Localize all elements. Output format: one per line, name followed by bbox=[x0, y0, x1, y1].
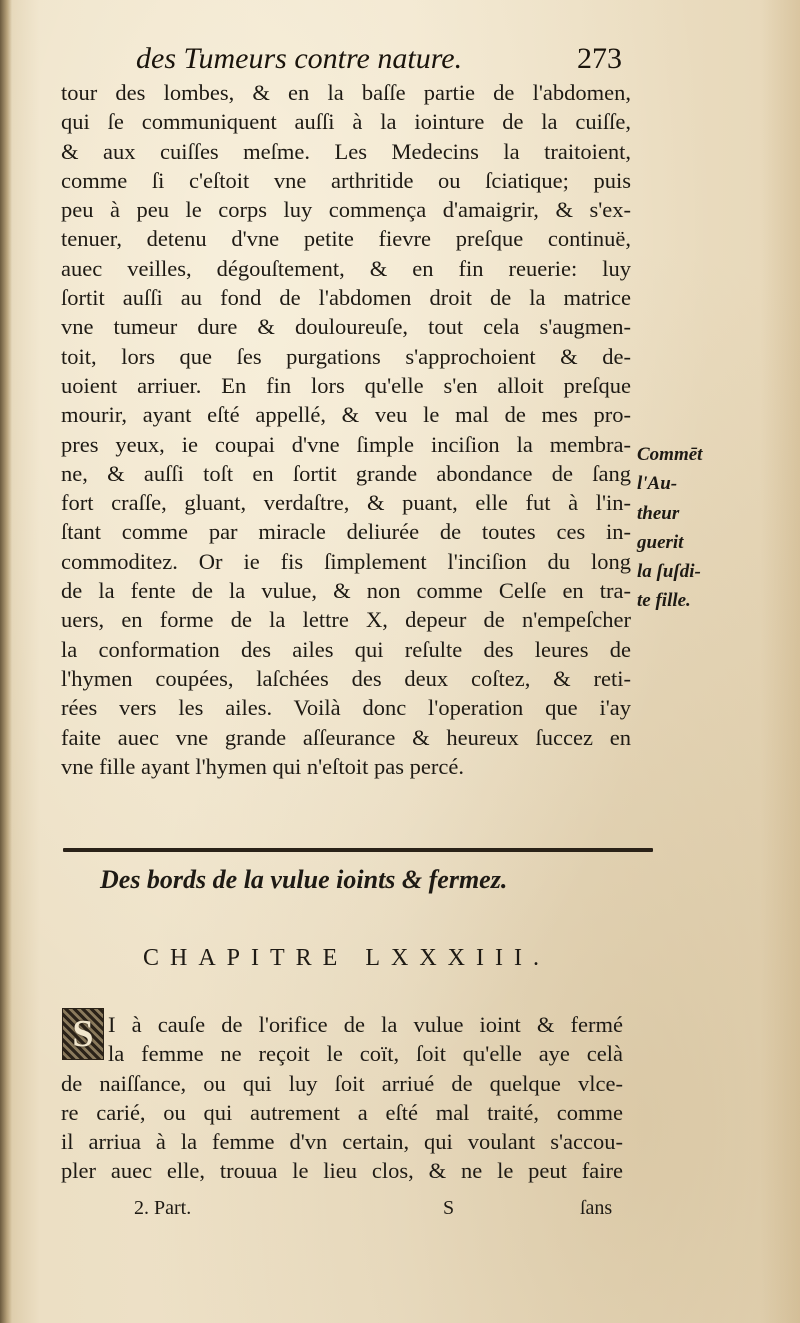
text-line: il arriua à la femme d'vn certain, qui voulant s'accou- bbox=[61, 1129, 623, 1155]
margin-note-line: Commēt bbox=[637, 444, 703, 465]
text-line: mourir, ayant eſté appellé, & veu le mal de mes pro- bbox=[61, 402, 631, 428]
section-divider bbox=[63, 848, 653, 852]
text-line: & aux cuiſſes meſme. Les Medecins la traitoient, bbox=[61, 138, 631, 164]
text-line: de naiſſance, ou qui luy ſoit arriué de quelque vlce- bbox=[61, 1070, 623, 1096]
section-title: Des bords de la vulue ioints & fermez. bbox=[100, 865, 508, 894]
text-line: tour des lombes, & en la baſſe partie de l'abdomen, bbox=[61, 80, 631, 105]
page-number: 273 bbox=[577, 42, 622, 75]
margin-note bbox=[637, 440, 757, 616]
margin-note-line: guerit bbox=[637, 531, 684, 553]
body-paragraph bbox=[61, 78, 631, 781]
text-line: pres yeux, ie coupai d'vne ſimple inciſion la membra- bbox=[61, 431, 631, 457]
text-line: la femme ne reçoit le coït, ſoit qu'elle aye celà bbox=[108, 1041, 623, 1067]
text-line: pler auec elle, trouua le lieu clos, & ne le peut faire bbox=[61, 1158, 623, 1184]
margin-note-line: theur bbox=[637, 502, 680, 524]
running-title: des Tumeurs contre nature. bbox=[136, 42, 463, 75]
text-line: faite auec vne grande aſſeurance & heureux ſuccez en bbox=[61, 724, 631, 750]
text-line: fort craſſe, gluant, verdaſtre, & puant, elle fut à l'in- bbox=[61, 490, 631, 516]
page-footer bbox=[60, 1197, 625, 1227]
text-line: comme ſi c'eſtoit vne arthritide ou ſciatique; puis bbox=[61, 167, 631, 193]
page-binding-edge bbox=[0, 0, 12, 1323]
text-line: tenuer, detenu d'vne petite fievre preſque continuë, bbox=[61, 226, 631, 252]
margin-note-line: la ſuſdi- bbox=[637, 561, 701, 583]
text-line: uers, en forme de la lettre X, depeur de n'empeſcher bbox=[61, 607, 631, 633]
text-line: I à cauſe de l'orifice de la vulue ioint & fermé bbox=[108, 1012, 623, 1037]
drop-initial-letter: S bbox=[72, 1013, 94, 1055]
chapter-heading: CHAPITRE LXXXIII. bbox=[143, 945, 550, 971]
text-line: la conformation des ailes qui reſulte des leures de bbox=[61, 636, 631, 662]
text-line: ſortit auſſi au fond de l'abdomen droit de la matrice bbox=[61, 285, 631, 311]
text-line: l'hymen coupées, laſchées des deux coſtez, & reti- bbox=[61, 665, 631, 691]
signature-mark: 2. Part. bbox=[134, 1197, 192, 1219]
chapter-paragraph bbox=[61, 1010, 623, 1186]
text-line: qui ſe communiquent auſſi à la iointure de la cuiſſe, bbox=[61, 109, 631, 135]
text-line: ne, & auſſi toſt en ſortit grande abondance de ſang bbox=[61, 460, 631, 486]
text-line: toit, lors que ſes purgations s'approchoient & de- bbox=[61, 343, 631, 369]
text-line: vne fille ayant l'hymen qui n'eſtoit pas percé. bbox=[61, 753, 464, 779]
gathering-signature: S bbox=[443, 1197, 455, 1219]
margin-note-line: l'Au- bbox=[637, 473, 678, 495]
text-line: de la fente de la vulue, & non comme Celſe en tra- bbox=[61, 578, 631, 604]
text-line: rées vers les ailes. Voilà donc l'operation que i'ay bbox=[61, 695, 631, 721]
text-line: uoient arriuer. En fin lors qu'elle s'en alloit preſque bbox=[61, 372, 631, 398]
text-line: peu à peu le corps luy commença d'amaigrir, & s'ex- bbox=[61, 197, 631, 223]
text-line: commoditez. Or ie fis ſimplement l'inciſion du long bbox=[61, 548, 631, 574]
text-line: ſtant comme par miracle deliurée de toutes ces in- bbox=[61, 519, 631, 545]
text-line: auec veilles, dégouſtement, & en fin reuerie: luy bbox=[61, 255, 631, 281]
text-line: vne tumeur dure & douloureuſe, tout cela s'augmen- bbox=[61, 314, 631, 340]
catchword: ſans bbox=[580, 1197, 613, 1219]
margin-note-line: te fille. bbox=[637, 590, 691, 612]
text-line: re carié, ou qui autrement a eſté mal traité, comme bbox=[61, 1099, 623, 1125]
